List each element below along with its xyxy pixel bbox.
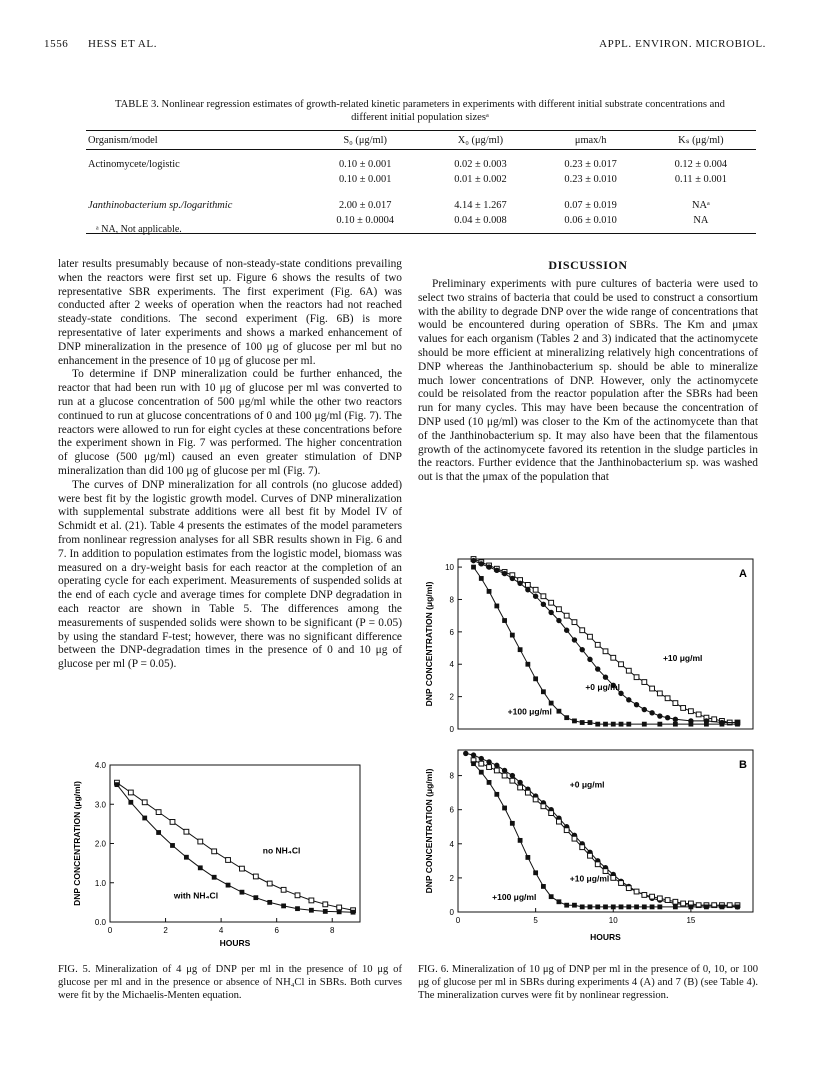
table-header-row xyxy=(86,131,756,150)
table-cell: 0.23 ± 0.010 xyxy=(564,174,617,185)
data-point xyxy=(533,594,538,599)
y-tick-label: 8 xyxy=(449,595,454,605)
data-point xyxy=(533,797,538,802)
data-point xyxy=(587,657,592,662)
data-point xyxy=(673,701,678,706)
table-cell: 0.01 ± 0.002 xyxy=(454,174,507,185)
data-point xyxy=(564,715,569,720)
data-point xyxy=(479,761,484,766)
data-point xyxy=(541,602,546,607)
data-point xyxy=(611,904,616,909)
table-cell: 0.10 ± 0.001 xyxy=(338,174,392,185)
table-cell: 0.12 ± 0.004 xyxy=(674,159,728,170)
data-point xyxy=(665,898,670,903)
y-tick-label: 3.0 xyxy=(94,800,106,810)
data-point xyxy=(295,906,300,911)
data-point xyxy=(115,782,120,787)
fig5-caption: FIG. 5. Mineralization of 4 μg of DNP per ml in the presence of 10 μg of glucose per ml and in the presence or absence of NH₄Cl in SBRs. Both curves were fit by the Michaelis-Menten equation. xyxy=(58,964,402,1001)
series-line xyxy=(117,785,353,913)
data-point xyxy=(642,680,647,685)
data-point xyxy=(309,898,314,903)
y-tick-label: 4 xyxy=(449,839,454,849)
fig6-caption: FIG. 6. Mineralization of 10 μg of DNP per ml in the presence of 0, 10, or 100 μg of glucose per ml in SBRs during experiments 4 (A) and 7 (B) (see Table 4). The mineralization curves were fit by nonlinear regression. xyxy=(418,964,758,1001)
data-point xyxy=(572,637,577,642)
data-point xyxy=(619,722,624,727)
column-header: μmax/h xyxy=(536,131,646,150)
series-line xyxy=(474,559,738,723)
data-point xyxy=(525,662,530,667)
data-point xyxy=(502,571,507,576)
data-point xyxy=(184,855,189,860)
data-point xyxy=(156,810,161,815)
table-cell: 4.14 ± 1.267 xyxy=(454,200,507,211)
table-row xyxy=(86,172,756,187)
data-point xyxy=(657,904,662,909)
data-point xyxy=(281,887,286,892)
data-point xyxy=(486,759,491,764)
data-point xyxy=(170,843,175,848)
data-point xyxy=(479,770,484,775)
table3 xyxy=(86,130,756,234)
data-point xyxy=(267,900,272,905)
data-point xyxy=(557,607,562,612)
data-point xyxy=(688,709,693,714)
data-point xyxy=(588,634,593,639)
table-cell: Janthinobacterium sp./logarithmic xyxy=(88,200,233,211)
data-point xyxy=(479,561,484,566)
running-authors: HESS ET AL. xyxy=(88,38,158,50)
panel-label: B xyxy=(739,759,747,771)
data-point xyxy=(142,800,147,805)
data-point xyxy=(611,722,616,727)
data-point xyxy=(525,583,530,588)
series-label: +0 μg/ml xyxy=(569,779,605,790)
data-point xyxy=(549,894,554,899)
column-header: S₀ (μg/ml) xyxy=(305,131,425,150)
data-point xyxy=(323,902,328,907)
data-point xyxy=(487,780,492,785)
table3-caption: TABLE 3. Nonlinear regression estimates of growth-related kinetic parameters in experiments with different initial substrate concentrations and different initial population sizesᵃ xyxy=(115,99,725,123)
data-point xyxy=(502,618,507,623)
data-point xyxy=(603,904,608,909)
y-tick-label: 10 xyxy=(445,563,454,573)
data-point xyxy=(267,881,272,886)
y-tick-label: 6 xyxy=(449,627,454,637)
data-point xyxy=(712,717,717,722)
page-number: 1556 xyxy=(44,38,69,50)
data-point xyxy=(494,604,499,609)
series-label: +100 μg/ml xyxy=(507,706,552,717)
data-point xyxy=(198,865,203,870)
data-point xyxy=(642,707,647,712)
x-axis-label: HOURS xyxy=(219,938,251,948)
series-line xyxy=(474,561,738,723)
series-label: with NH₄Cl xyxy=(173,890,219,901)
table-row xyxy=(86,213,756,234)
data-point xyxy=(557,899,562,904)
data-point xyxy=(595,722,600,727)
table-cell xyxy=(86,172,305,187)
table-cell: 0.02 ± 0.003 xyxy=(454,159,507,170)
table-cell: 2.00 ± 0.017 xyxy=(338,200,392,211)
table-row xyxy=(86,187,756,213)
data-point xyxy=(226,858,231,863)
data-point xyxy=(253,874,258,879)
table-cell: 0.07 ± 0.019 xyxy=(564,200,617,211)
data-point xyxy=(634,702,639,707)
data-point xyxy=(673,899,678,904)
fig6-chart xyxy=(418,545,763,950)
data-point xyxy=(580,647,585,652)
table-cell: 0.23 ± 0.017 xyxy=(564,159,617,170)
data-point xyxy=(142,816,147,821)
data-point xyxy=(494,568,499,573)
data-point xyxy=(502,773,507,778)
data-point xyxy=(502,806,507,811)
data-point xyxy=(564,628,569,633)
data-point xyxy=(518,838,523,843)
y-tick-label: 0 xyxy=(449,725,454,734)
right-column-text xyxy=(418,278,758,485)
paragraph: To determine if DNP mineralization could be further enhanced, the reactor that had been run with 10 μg of glucose per ml was converted to run at a glucose concentration of 500 μg/ml while the other two reactors continued to run at glucose concentrations of 0 and 100 μg/ml (Fig. 7). The reactors were allowed to run for eight cycles at these concentrations before the experiment shown in Fig. 7 was performed. The higher concentration of glucose (500 μg/ml) caused an even greater stimulation of DNP mineralization than did 100 μg of glucose per ml (Fig. 7). xyxy=(58,368,402,477)
data-point xyxy=(533,676,538,681)
data-point xyxy=(619,904,624,909)
data-point xyxy=(603,722,608,727)
data-point xyxy=(595,862,600,867)
data-point xyxy=(650,894,655,899)
data-point xyxy=(595,642,600,647)
data-point xyxy=(548,610,553,615)
data-point xyxy=(626,697,631,702)
data-point xyxy=(634,904,639,909)
data-point xyxy=(557,819,562,824)
data-point xyxy=(518,647,523,652)
data-point xyxy=(510,633,515,638)
data-point xyxy=(487,589,492,594)
data-point xyxy=(309,908,314,913)
data-point xyxy=(525,855,530,860)
paragraph: later results presumably because of non-steady-state conditions prevailing when the reactors were first set up. Figure 6 shows the results of two representative SBR experiments. The first experiment (Fig. 6A) was conducted after 2 weeks of operation when the reactors had not reached steady-state conditions. The second experiment (Fig. 6B) is more representative of later experiments and shows a marked enhancement of DNP mineralization in the presence of 100 μg of glucose per ml but no enhancement in the presence of 10 μg of glucose per ml. xyxy=(58,258,402,367)
data-point xyxy=(564,613,569,618)
data-point xyxy=(642,904,647,909)
series-label: +100 μg/ml xyxy=(492,892,537,903)
data-point xyxy=(634,675,639,680)
y-axis-label: DNP CONCENTRATION (μg/ml) xyxy=(424,768,434,894)
y-tick-label: 8 xyxy=(449,771,454,781)
data-point xyxy=(619,662,624,667)
paragraph: Preliminary experiments with pure cultures of bacteria were used to select two strains of bacteria that could be used to construct a consortium with the ability to degrade DNP over the wide range of concentrations that would be encountered during operation of SBRs. The Km and μmax values for each organism (Tables 2 and 3) indicated that the actinomycete should be more efficient at mineralizing relatively high concentrations of DNP whereas the Janthinobacterium sp. should be able to mineralize much lower concentrations of DNP. However, only the actinomycete could be reisolated from the reactor population after the SBRs had been run for many cycles. This may have been because the concentration of DNP used (10 μg/ml) was closer to the Km of the actinomycete than that of the Janthinobacterium sp. It may also have been that the filamentous growth of the actinomycete favored its retention in the sludge particles in the reactors. Further evidence that the Janthinobacterium sp. was washed out is that the μmax of the population that xyxy=(418,278,758,484)
data-point xyxy=(572,836,577,841)
left-column-text xyxy=(58,258,402,672)
data-point xyxy=(611,875,616,880)
data-point xyxy=(603,649,608,654)
data-point xyxy=(611,655,616,660)
data-point xyxy=(240,866,245,871)
data-point xyxy=(510,576,515,581)
y-tick-label: 2.0 xyxy=(94,839,106,849)
data-point xyxy=(337,909,342,914)
x-tick-label: 5 xyxy=(533,916,538,925)
data-point xyxy=(549,600,554,605)
data-point xyxy=(634,889,639,894)
data-point xyxy=(549,811,554,816)
data-point xyxy=(184,829,189,834)
data-point xyxy=(626,668,631,673)
plot-frame xyxy=(110,765,360,922)
y-tick-label: 1.0 xyxy=(94,878,106,888)
data-point xyxy=(572,903,577,908)
data-point xyxy=(463,751,468,756)
data-point xyxy=(657,713,662,718)
data-point xyxy=(681,706,686,711)
data-point xyxy=(564,828,569,833)
data-point xyxy=(588,720,593,725)
x-tick-label: 4 xyxy=(218,926,224,935)
data-point xyxy=(541,884,546,889)
data-point xyxy=(649,710,654,715)
data-point xyxy=(650,686,655,691)
data-point xyxy=(170,820,175,825)
data-point xyxy=(226,883,231,888)
column-header: X₀ (μg/ml) xyxy=(425,131,535,150)
data-point xyxy=(673,904,678,909)
data-point xyxy=(681,901,686,906)
data-point xyxy=(580,845,585,850)
data-point xyxy=(533,870,538,875)
data-point xyxy=(337,905,342,910)
data-point xyxy=(471,558,476,563)
data-point xyxy=(525,587,530,592)
table-cell: NA xyxy=(646,213,756,234)
data-point xyxy=(198,839,203,844)
data-point xyxy=(128,800,133,805)
data-point xyxy=(128,790,133,795)
data-point xyxy=(533,587,538,592)
data-point xyxy=(580,904,585,909)
data-point xyxy=(580,720,585,725)
y-tick-label: 4.0 xyxy=(94,761,106,770)
data-point xyxy=(657,722,662,727)
series-label: +10 μg/ml xyxy=(569,873,610,884)
x-tick-label: 0 xyxy=(107,926,113,935)
table-cell: Actinomycete/logistic xyxy=(88,159,180,170)
y-tick-label: 4 xyxy=(449,660,454,670)
data-point xyxy=(688,904,693,909)
data-point xyxy=(595,666,600,671)
data-point xyxy=(471,761,476,766)
y-tick-label: 0.0 xyxy=(94,918,106,927)
data-point xyxy=(626,722,631,727)
x-tick-label: 15 xyxy=(686,916,696,925)
table-cell: 0.10 ± 0.001 xyxy=(338,159,392,170)
data-point xyxy=(486,564,491,569)
fig5-chart xyxy=(60,755,380,955)
series-label: no NH₄Cl xyxy=(262,845,301,856)
data-point xyxy=(212,875,217,880)
panel-label: A xyxy=(739,568,747,580)
data-point xyxy=(541,594,546,599)
series-label: +10 μg/ml xyxy=(662,653,703,663)
data-point xyxy=(323,909,328,914)
data-point xyxy=(487,765,492,770)
data-point xyxy=(494,763,499,768)
table3-footnote: ᵃ NA, Not applicable. xyxy=(96,224,182,235)
data-point xyxy=(556,618,561,623)
paragraph: The curves of DNP mineralization for all controls (no glucose added) were best fit by the logistic growth model. Curves of DNP mineralization with supplemental substrate additions were all best fit by Model IV of Schmidt et al. (21). Table 4 presents the estimates of the model parameters from nonlinear regression analyses for all SBR results shown in Fig. 6 and 7. In addition to population estimates from the logistic model, biomass was measured on a dry-weight basis for each reactor at the completion of an operating cycle for each experiment. Measurements of suspended solids at the end of each cycle and average times for complete DNP degradation in each reactor are shown in Table 5. The differences among the measurements of suspended solids were shown to be significant (P = 0.05) by using the standard F-test; however, there was no significant difference between the DNP-degradation times in the presence of 0 and 10 μg of glucose per ml (P = 0.05). xyxy=(58,478,402,671)
data-point xyxy=(212,849,217,854)
data-point xyxy=(704,904,709,909)
data-point xyxy=(572,719,577,724)
data-point xyxy=(525,790,530,795)
series-label: +0 μg/ml xyxy=(585,682,621,693)
data-point xyxy=(510,821,515,826)
series-line xyxy=(474,567,738,724)
data-point xyxy=(541,804,546,809)
data-point xyxy=(572,620,577,625)
plot-frame xyxy=(458,559,753,729)
x-tick-label: 10 xyxy=(608,916,618,925)
data-point xyxy=(657,691,662,696)
data-point xyxy=(295,893,300,898)
data-point xyxy=(603,674,608,679)
data-point xyxy=(650,904,655,909)
series-line xyxy=(474,764,738,907)
data-point xyxy=(665,696,670,701)
table-cell: 0.10 ± 0.0004 xyxy=(305,213,425,234)
data-point xyxy=(281,904,286,909)
column-header: Organism/model xyxy=(86,131,305,150)
data-point xyxy=(657,896,662,901)
data-point xyxy=(510,778,515,783)
data-point xyxy=(517,581,522,586)
data-point xyxy=(626,904,631,909)
x-tick-label: 6 xyxy=(274,926,279,935)
data-point xyxy=(479,756,484,761)
x-tick-label: 2 xyxy=(163,926,168,935)
data-point xyxy=(471,565,476,570)
data-point xyxy=(580,628,585,633)
data-point xyxy=(626,886,631,891)
x-tick-label: 8 xyxy=(329,926,335,935)
data-point xyxy=(479,576,484,581)
data-point xyxy=(642,722,647,727)
column-header: Kₛ (μg/ml) xyxy=(646,131,756,150)
data-point xyxy=(673,717,678,722)
table-cell: 0.04 ± 0.008 xyxy=(425,213,535,234)
table-row xyxy=(86,150,756,173)
data-point xyxy=(494,792,499,797)
series-line xyxy=(117,783,353,911)
data-point xyxy=(735,904,740,909)
table-cell: 0.11 ± 0.001 xyxy=(674,174,727,185)
data-point xyxy=(619,881,624,886)
data-point xyxy=(253,895,258,900)
data-point xyxy=(240,890,245,895)
data-point xyxy=(471,752,476,757)
data-point xyxy=(351,910,356,915)
data-point xyxy=(735,722,740,727)
data-point xyxy=(518,785,523,790)
y-tick-label: 2 xyxy=(449,692,454,702)
y-tick-label: 0 xyxy=(449,908,454,917)
data-point xyxy=(688,722,693,727)
table-cell: NAᵃ xyxy=(691,200,710,211)
data-point xyxy=(564,903,569,908)
data-point xyxy=(720,722,725,727)
data-point xyxy=(673,722,678,727)
data-point xyxy=(588,904,593,909)
data-point xyxy=(588,853,593,858)
data-point xyxy=(696,712,701,717)
y-axis-label: DNP CONCENTRATION (μg/ml) xyxy=(72,781,82,906)
discussion-heading: DISCUSSION xyxy=(548,258,628,272)
data-point xyxy=(510,773,515,778)
data-point xyxy=(595,904,600,909)
data-point xyxy=(557,709,562,714)
data-point xyxy=(541,689,546,694)
data-point xyxy=(642,893,647,898)
x-axis-label: HOURS xyxy=(590,932,621,942)
data-point xyxy=(502,768,507,773)
data-point xyxy=(549,701,554,706)
y-tick-label: 6 xyxy=(449,805,454,815)
y-tick-label: 2 xyxy=(449,873,454,883)
data-point xyxy=(665,715,670,720)
table-cell: 0.06 ± 0.010 xyxy=(536,213,646,234)
data-point xyxy=(156,830,161,835)
data-point xyxy=(517,780,522,785)
journal-name: APPL. ENVIRON. MICROBIOL. xyxy=(599,38,766,50)
data-point xyxy=(720,904,725,909)
data-point xyxy=(704,722,709,727)
x-tick-label: 0 xyxy=(455,916,461,925)
y-axis-label: DNP CONCENTRATION (μg/ml) xyxy=(424,581,434,707)
data-point xyxy=(494,768,499,773)
